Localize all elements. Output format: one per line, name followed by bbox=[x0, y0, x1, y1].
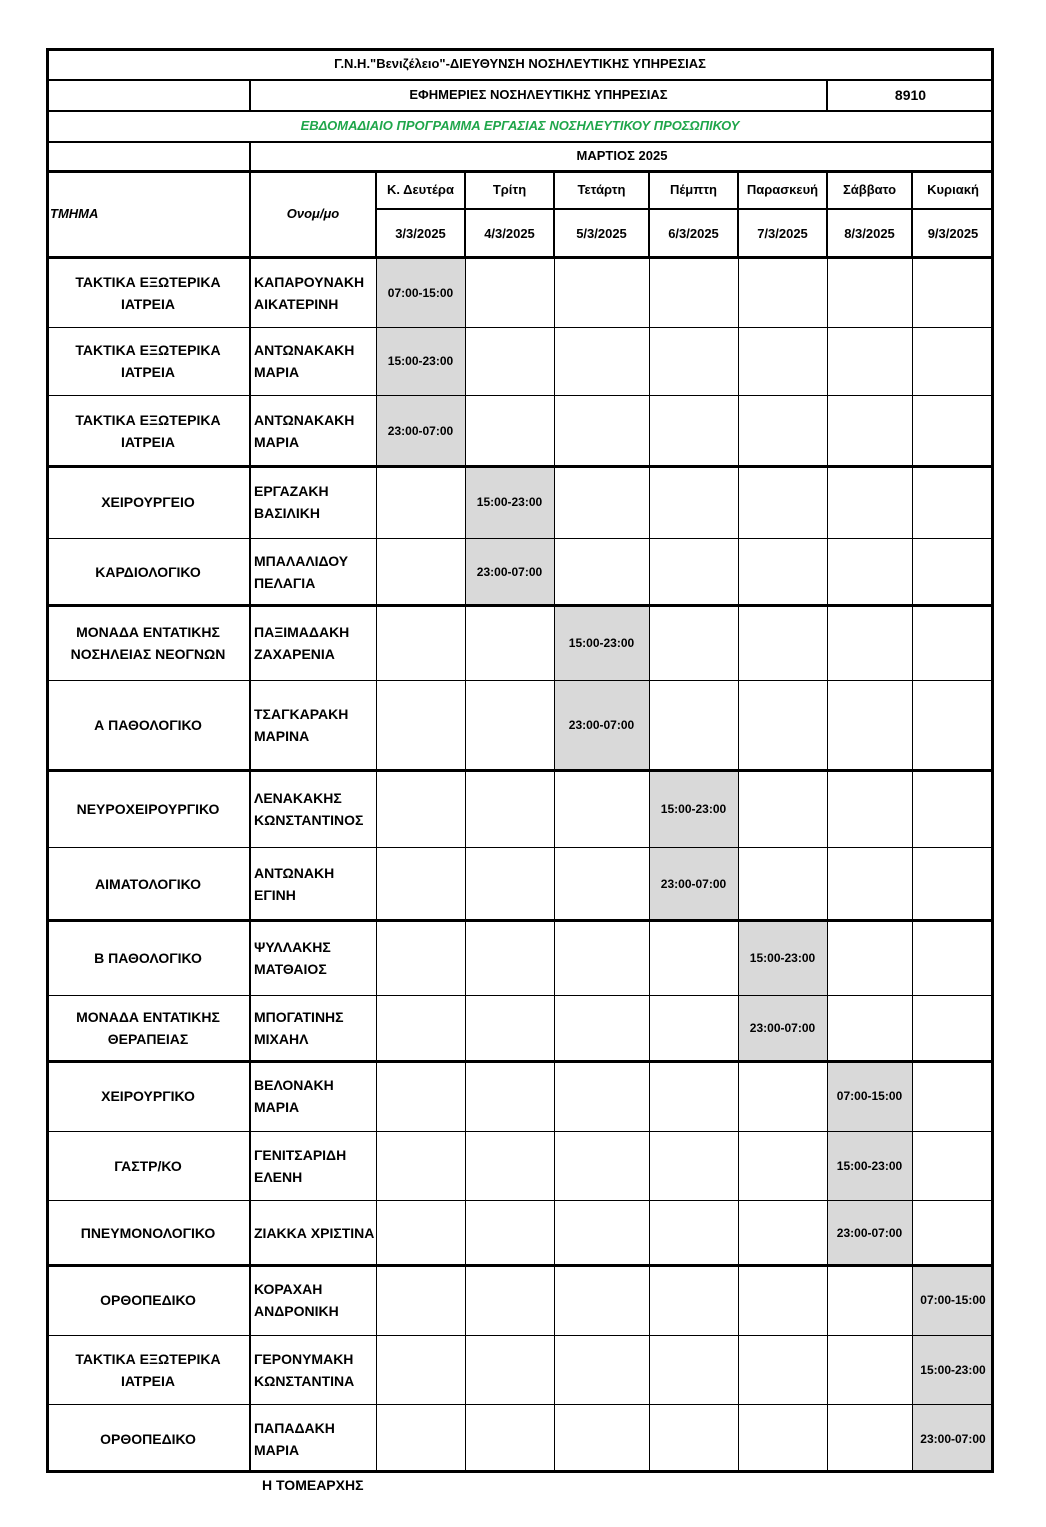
grid-line bbox=[376, 208, 994, 210]
shift-cell: 23:00-07:00 bbox=[649, 847, 738, 920]
department-cell: ΧΕΙΡΟΥΡΓΕΙΟ bbox=[101, 494, 195, 510]
grid-line bbox=[553, 170, 555, 258]
grid-line bbox=[46, 680, 994, 681]
grid-line bbox=[46, 1060, 994, 1063]
grid-line bbox=[376, 258, 377, 1473]
department-cell: Α ΠΑΘΟΛΟΓΙΚΟ bbox=[94, 717, 202, 733]
grid-line bbox=[827, 258, 828, 1473]
grid-line bbox=[249, 141, 251, 258]
shift-cell: 07:00-15:00 bbox=[912, 1265, 994, 1335]
program-title: ΕΒΔΟΜΑΔΙΑΙΟ ΠΡΟΓΡΑΜΜΑ ΕΡΓΑΣΙΑΣ ΝΟΣΗΛΕΥΤΙΚΟΥ ΠΡΟΣΩΠΙΚΟΥ bbox=[300, 117, 740, 133]
department-cell: ΟΡΘΟΠΕΔΙΚΟ bbox=[100, 1292, 196, 1308]
day-name-header: Τετάρτη bbox=[577, 182, 626, 197]
grid-line bbox=[46, 110, 994, 112]
grid-line bbox=[46, 79, 994, 81]
schedule-table bbox=[46, 48, 994, 1473]
department-cell: ΝΕΥΡΟΧΕΙΡΟΥΡΓΙΚΟ bbox=[76, 800, 220, 817]
grid-line bbox=[826, 79, 828, 110]
grid-line bbox=[46, 919, 994, 922]
day-date-header: 5/3/2025 bbox=[576, 226, 627, 241]
staff-name-cell: ΜΠΟΓΑΤΙΝΗΣ ΜΙΧΑΗΛ bbox=[254, 1009, 344, 1047]
border-line bbox=[46, 48, 994, 51]
staff-name-cell: ΚΑΠΑΡΟΥΝΑΚΗ ΑΙΚΑΤΕΡΙΝΗ bbox=[254, 273, 365, 312]
staff-name-cell: ΨΥΛΛΑΚΗΣ ΜΑΤΘΑΙΟΣ bbox=[254, 938, 331, 977]
department-cell: ΤΑΚΤΙΚΑ ΕΞΩΤΕΡΙΚΑ ΙΑΤΡΕΙΑ bbox=[75, 411, 221, 450]
department-cell: ΧΕΙΡΟΥΡΓΙΚΟ bbox=[101, 1088, 195, 1104]
department-cell: ΓΑΣΤΡ/ΚΟ bbox=[114, 1157, 182, 1174]
department-cell: Β ΠΑΘΟΛΟΓΙΚΟ bbox=[94, 949, 202, 966]
grid-line bbox=[249, 79, 251, 110]
staff-name-cell: ΜΠΑΛΑΛΙΔΟΥ ΠΕΛΑΓΙΑ bbox=[254, 552, 349, 591]
day-name-header: Πέμπτη bbox=[670, 182, 717, 197]
staff-name-cell: ΑΝΤΩΝΑΚΑΚΗ ΜΑΡΙΑ bbox=[254, 411, 355, 450]
signature-label: Η ΤΟΜΕΑΡΧΗΣ bbox=[262, 1477, 364, 1493]
staff-name-cell: ΒΕΛΟΝΑΚΗ ΜΑΡΙΑ bbox=[254, 1077, 334, 1115]
shift-cell: 23:00-07:00 bbox=[912, 1404, 994, 1473]
grid-line bbox=[46, 327, 994, 328]
shift-cell: 15:00-23:00 bbox=[738, 920, 827, 995]
grid-line bbox=[46, 141, 994, 143]
name-column-header: Ονομ/μο bbox=[286, 206, 340, 221]
day-name-header: Σάββατο bbox=[842, 182, 897, 197]
grid-line bbox=[737, 170, 739, 258]
day-date-header: 9/3/2025 bbox=[927, 226, 979, 241]
staff-name-cell: ΛΕΝΑΚΑΚΗΣ ΚΩΝΣΤΑΝΤΙΝΟΣ bbox=[254, 789, 364, 828]
grid-line bbox=[554, 258, 555, 1473]
grid-line bbox=[465, 258, 466, 1473]
staff-name-cell: ΑΝΤΩΝΑΚΑΚΗ ΜΑΡΙΑ bbox=[254, 342, 355, 380]
staff-name-cell: ΑΝΤΩΝΑΚΗ ΕΓΙΝΗ bbox=[254, 864, 335, 903]
staff-name-cell: ΠΑΠΑΔΑΚΗ ΜΑΡΙΑ bbox=[254, 1419, 335, 1458]
staff-name-cell: ΖΙΑΚΚΑ ΧΡΙΣΤΙΝΑ bbox=[254, 1224, 375, 1241]
day-date-header: 3/3/2025 bbox=[395, 226, 446, 241]
code-number: 8910 bbox=[894, 86, 927, 103]
shift-cell: 15:00-23:00 bbox=[649, 770, 738, 847]
grid-line bbox=[46, 1264, 994, 1267]
shift-cell: 23:00-07:00 bbox=[738, 995, 827, 1061]
grid-line bbox=[738, 258, 739, 1473]
grid-line bbox=[46, 538, 994, 539]
staff-name-cell: ΤΣΑΓΚΑΡΑΚΗ ΜΑΡΙΝΑ bbox=[254, 706, 349, 744]
shift-cell: 23:00-07:00 bbox=[376, 395, 465, 466]
department-cell: ΤΑΚΤΙΚΑ ΕΞΩΤΕΡΙΚΑ ΙΑΤΡΕΙΑ bbox=[75, 1350, 221, 1389]
day-name-header: Παρασκευή bbox=[746, 182, 819, 197]
border-line bbox=[46, 48, 49, 1473]
shift-cell: 07:00-15:00 bbox=[376, 258, 465, 327]
department-column-header: ΤΜΗΜΑ bbox=[50, 206, 99, 221]
staff-name-cell: ΓΕΡΟΝΥΜΑΚΗ ΚΩΝΣΤΑΝΤΙΝΑ bbox=[254, 1350, 355, 1389]
grid-line bbox=[46, 1404, 994, 1405]
subtitle: ΕΦΗΜΕΡΙΕΣ ΝΟΣΗΛΕΥΤΙΚΗΣ ΥΠΗΡΕΣΙΑΣ bbox=[409, 86, 668, 102]
border-line bbox=[46, 1470, 994, 1473]
grid-line bbox=[46, 395, 994, 396]
grid-line bbox=[826, 170, 828, 258]
shift-cell: 15:00-23:00 bbox=[554, 605, 649, 680]
day-name-header: Κ. Δευτέρα bbox=[387, 182, 454, 197]
grid-line bbox=[649, 258, 650, 1473]
grid-line bbox=[46, 769, 994, 772]
grid-line bbox=[464, 170, 466, 258]
shift-cell: 23:00-07:00 bbox=[554, 680, 649, 770]
department-cell: ΑΙΜΑΤΟΛΟΓΙΚΟ bbox=[95, 875, 201, 892]
grid-line bbox=[46, 465, 994, 468]
grid-line bbox=[46, 604, 994, 607]
grid-line bbox=[46, 256, 994, 259]
department-cell: ΜΟΝΑΔΑ ΕΝΤΑΤΙΚΗΣ ΘΕΡΑΠΕΙΑΣ bbox=[76, 1009, 220, 1047]
department-cell: ΟΡΘΟΠΕΔΙΚΟ bbox=[100, 1430, 196, 1447]
shift-cell: 07:00-15:00 bbox=[827, 1061, 912, 1131]
day-date-header: 6/3/2025 bbox=[668, 226, 719, 241]
month-label: ΜΑΡΤΙΟΣ 2025 bbox=[576, 147, 668, 163]
shift-cell: 15:00-23:00 bbox=[827, 1131, 912, 1200]
grid-line bbox=[46, 1335, 994, 1336]
shift-cell: 15:00-23:00 bbox=[912, 1335, 994, 1404]
grid-line bbox=[46, 170, 994, 173]
grid-line bbox=[46, 995, 994, 996]
shift-cell: 23:00-07:00 bbox=[465, 538, 554, 605]
shift-cell: 23:00-07:00 bbox=[827, 1200, 912, 1265]
grid-line bbox=[46, 847, 994, 848]
day-name-header: Τρίτη bbox=[492, 182, 527, 197]
border-line bbox=[991, 48, 994, 1473]
grid-line bbox=[46, 1131, 994, 1132]
grid-line bbox=[249, 258, 251, 1473]
staff-name-cell: ΠΑΞΙΜΑΔΑΚΗ ΖΑΧΑΡΕΝΙΑ bbox=[254, 623, 350, 662]
shift-cell: 15:00-23:00 bbox=[376, 327, 465, 395]
staff-name-cell: ΕΡΓΑΖΑΚΗ ΒΑΣΙΛΙΚΗ bbox=[254, 483, 329, 521]
org-title: Γ.Ν.Η."Βενιζέλειο"-ΔΙΕΥΘΥΝΣΗ ΝΟΣΗΛΕΥΤΙΚΗΣ ΥΠΗΡΕΣΙΑΣ bbox=[334, 55, 706, 71]
day-date-header: 4/3/2025 bbox=[484, 226, 535, 241]
department-cell: ΚΑΡΔΙΟΛΟΓΙΚΟ bbox=[95, 563, 201, 580]
department-cell: ΤΑΚΤΙΚΑ ΕΞΩΤΕΡΙΚΑ ΙΑΤΡΕΙΑ bbox=[75, 342, 221, 380]
staff-name-cell: ΚΟΡΑΧΑΗ ΑΝΔΡΟΝΙΚΗ bbox=[254, 1281, 339, 1319]
grid-line bbox=[648, 170, 650, 258]
shift-cell: 15:00-23:00 bbox=[465, 466, 554, 538]
grid-line bbox=[912, 258, 913, 1473]
day-name-header: Κυριακή bbox=[927, 182, 979, 197]
grid-line bbox=[375, 170, 377, 258]
department-cell: ΤΑΚΤΙΚΑ ΕΞΩΤΕΡΙΚΑ ΙΑΤΡΕΙΑ bbox=[75, 273, 221, 312]
department-cell: ΠΝΕΥΜΟΝΟΛΟΓΙΚΟ bbox=[80, 1224, 216, 1241]
staff-name-cell: ΓΕΝΙΤΣΑΡΙΔΗ ΕΛΕΝΗ bbox=[254, 1146, 347, 1185]
day-date-header: 7/3/2025 bbox=[757, 226, 808, 241]
department-cell: ΜΟΝΑΔΑ ΕΝΤΑΤΙΚΗΣ ΝΟΣΗΛΕΙΑΣ ΝΕΟΓΝΩΝ bbox=[70, 623, 226, 662]
grid-line bbox=[46, 1200, 994, 1201]
grid-line bbox=[911, 170, 913, 258]
day-date-header: 8/3/2025 bbox=[844, 226, 895, 241]
